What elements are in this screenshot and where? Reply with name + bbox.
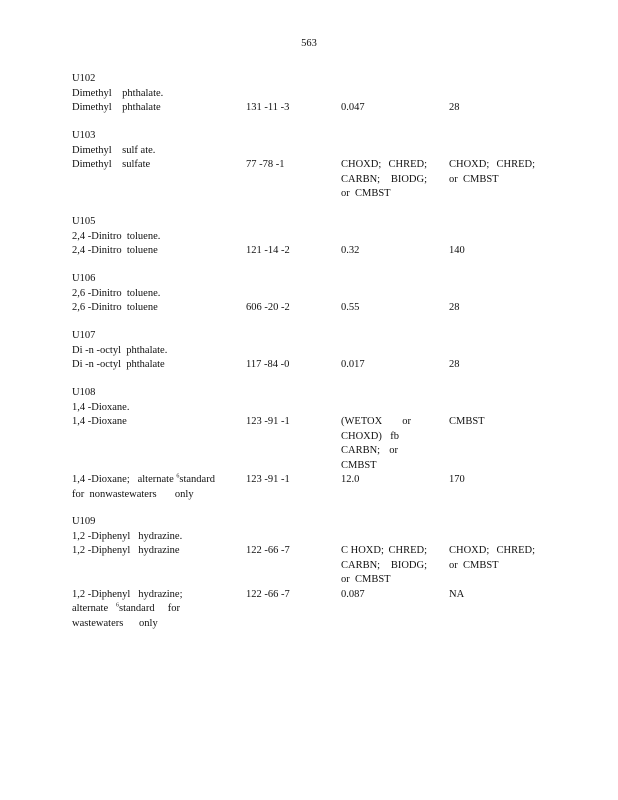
wastewater-standard: 0.087 [341, 588, 365, 600]
footnote-marker: 6 [116, 602, 120, 609]
alternate-standard-name: wastewaters only [72, 617, 158, 629]
nonwastewater-standard: CMBST [449, 416, 485, 427]
nonwastewater-standard-line [449, 158, 535, 173]
cas-number: 606 -20 -2 [246, 302, 290, 313]
nonwastewater-standard-line: or CMBST [449, 173, 499, 185]
alternate-standard-name [72, 602, 180, 617]
alternate-standard-name: for nonwastewaters only [72, 488, 194, 500]
nonwastewater-standard: 28 [449, 359, 460, 370]
entry-header: 2,4 -Dinitro toluene. [72, 230, 161, 242]
constituent-name: 1,4 -Dioxane [72, 416, 127, 427]
wastewater-standard-line [341, 158, 427, 173]
wastewater-standard-line [341, 173, 427, 188]
technology-code: CHOXD; [449, 159, 490, 170]
nonwastewater-standard: NA [449, 588, 465, 600]
cas-number: 122 -66 -7 [246, 588, 290, 600]
page-number: 563 [301, 38, 317, 49]
waste-code: U106 [72, 273, 96, 284]
entry-header: Di -n -octyl phthalate. [72, 344, 168, 356]
alternate-name-text: standard [179, 474, 215, 485]
constituent-name: 2,4 -Dinitro toluene [72, 245, 158, 256]
technology-code: CHOXD) [341, 430, 382, 442]
alternate-name-text: standard for [119, 603, 180, 614]
cas-number: 121 -14 -2 [246, 245, 290, 256]
waste-code: U103 [72, 130, 96, 141]
cas-number: 77 -78 -1 [246, 159, 285, 170]
entry-header: 1,2 -Diphenyl hydrazine. [72, 530, 183, 542]
entry-header: Dimethyl sulf ate. [72, 144, 156, 156]
alternate-name-text: 1,4 -Dioxane; alternate [72, 474, 174, 485]
wastewater-standard-line [341, 415, 411, 430]
wastewater-standard-line [341, 444, 398, 459]
wastewater-standard-line [341, 430, 399, 445]
wastewater-standard: 12.0 [341, 474, 360, 485]
nonwastewater-standard: 28 [449, 102, 460, 113]
nonwastewater-standard: 170 [449, 474, 465, 485]
constituent-name: 2,6 -Dinitro toluene [72, 302, 158, 313]
technology-code: CHOXD; [449, 545, 490, 556]
cas-number: 123 -91 -1 [246, 416, 290, 427]
waste-code: U102 [72, 73, 96, 84]
technology-code: CARBN; [341, 445, 381, 456]
wastewater-standard: 0.55 [341, 302, 360, 313]
entry-header: 1,4 -Dioxane. [72, 401, 130, 413]
alternate-standard-name [72, 473, 215, 488]
wastewater-standard-line [341, 544, 427, 559]
technology-code: CHRED; [496, 545, 535, 556]
technology-code: CHRED; [388, 545, 427, 556]
technology-code: C HOXD; [341, 545, 384, 556]
wastewater-standard: 0.017 [341, 359, 365, 370]
waste-code: U105 [72, 216, 96, 227]
cas-number: 117 -84 -0 [246, 359, 290, 370]
entry-header: Dimethyl phthalate. [72, 87, 164, 99]
nonwastewater-standard-line [449, 544, 535, 559]
waste-code: U107 [72, 330, 96, 341]
technology-code: or [389, 445, 398, 456]
alternate-standard-name: 1,2 -Diphenyl hydrazine; [72, 588, 183, 600]
wastewater-standard-line [341, 559, 427, 574]
nonwastewater-standard: 140 [449, 245, 465, 256]
alternate-name-text: alternate [72, 603, 109, 614]
footnote-marker: 6 [176, 473, 180, 480]
cas-number: 131 -11 -3 [246, 102, 290, 113]
entry-header: 2,6 -Dinitro toluene. [72, 287, 161, 299]
wastewater-standard-line: or CMBST [341, 188, 391, 199]
waste-code: U108 [72, 387, 96, 398]
constituent-name: Dimethyl sulfate [72, 159, 151, 170]
technology-code: BIODG; [390, 559, 427, 571]
technology-code: fb [390, 430, 399, 442]
wastewater-standard: 0.32 [341, 245, 360, 256]
cas-number: 122 -66 -7 [246, 545, 290, 556]
technology-code: CARBN; [341, 173, 381, 185]
constituent-name: Di -n -octyl phthalate [72, 359, 165, 370]
waste-code: U109 [72, 516, 96, 527]
constituent-name: 1,2 -Diphenyl hydrazine [72, 545, 180, 556]
nonwastewater-standard-line: or CMBST [449, 559, 499, 571]
cas-number: 123 -91 -1 [246, 474, 290, 485]
technology-code: CHRED; [388, 159, 427, 170]
wastewater-standard: 0.047 [341, 102, 365, 113]
wastewater-standard-line: CMBST [341, 459, 377, 471]
wastewater-standard-line: or CMBST [341, 574, 391, 585]
nonwastewater-standard: 28 [449, 302, 460, 313]
technology-code: CARBN; [341, 559, 381, 571]
technology-code: CHRED; [496, 159, 535, 170]
technology-code: (WETOX [341, 416, 383, 427]
technology-code: or [402, 416, 411, 427]
technology-code: CHOXD; [341, 159, 382, 170]
technology-code: BIODG; [390, 173, 427, 185]
constituent-name: Dimethyl phthalate [72, 102, 161, 113]
